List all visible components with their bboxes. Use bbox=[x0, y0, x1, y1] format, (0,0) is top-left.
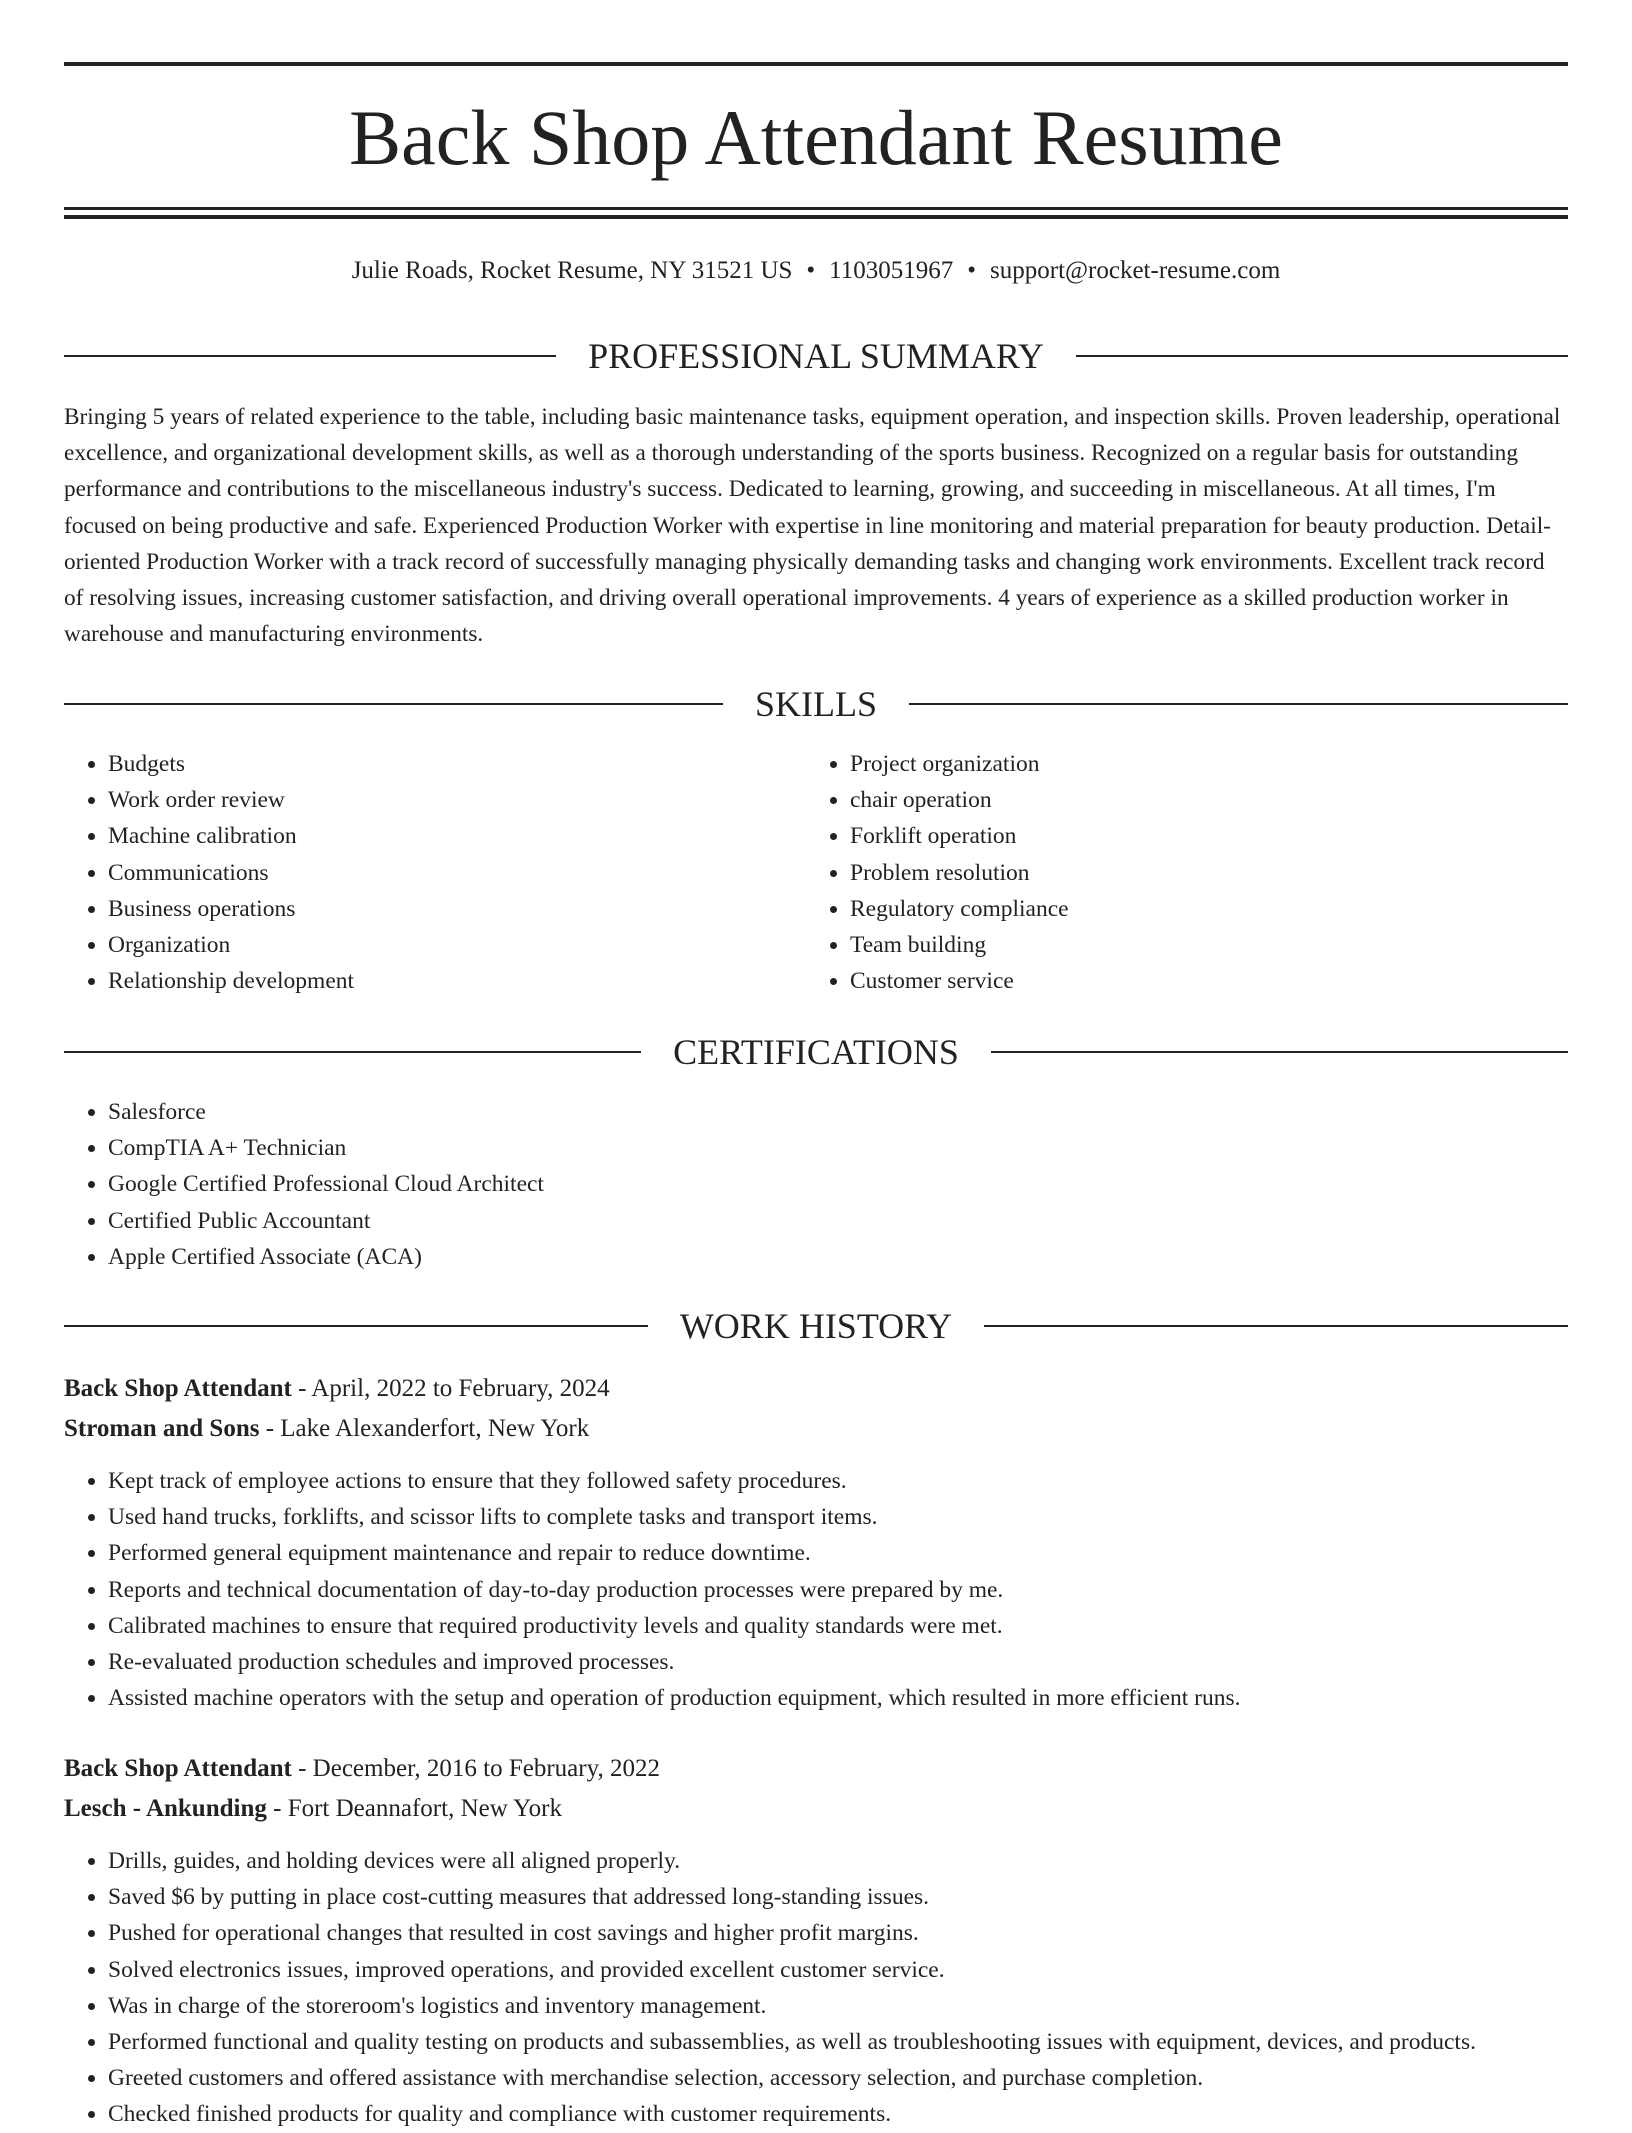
skills-column-right bbox=[806, 746, 1506, 999]
job-dates: - December, 2016 to February, 2022 bbox=[291, 1755, 660, 1782]
job-dates: - April, 2022 to February, 2024 bbox=[291, 1375, 610, 1402]
job-duty-item: • Performed general equipment maintenance and repair to reduce downtime. bbox=[108, 1535, 1568, 1571]
section-heading-work-history bbox=[64, 1304, 1568, 1348]
job-duty-item: • Checked finished products for quality and compliance with customer requirements. bbox=[108, 2096, 1568, 2132]
job-duty-item: • Was in charge of the storeroom's logistics and inventory management. bbox=[108, 1988, 1568, 2024]
contact-address: Julie Roads, Rocket Resume, NY 31521 US bbox=[351, 257, 793, 284]
certification-item: • Certified Public Accountant bbox=[108, 1203, 1568, 1239]
section-heading-summary bbox=[64, 334, 1568, 378]
top-rule bbox=[64, 62, 1568, 66]
skill-item: • Relationship development bbox=[108, 963, 764, 999]
certification-item: • Salesforce bbox=[108, 1094, 1568, 1130]
contact-line bbox=[64, 254, 1568, 288]
job-duty-item: • Drills, guides, and holding devices were all aligned properly. bbox=[108, 1843, 1568, 1879]
job-duty-item: • Greeted customers and offered assistance with merchandise selection, accessory selection, and purchase completion. bbox=[108, 2060, 1568, 2096]
title-rule-upper bbox=[64, 207, 1568, 210]
skills-column-left bbox=[64, 746, 764, 999]
skill-item: • Work order review bbox=[108, 782, 764, 818]
heading-rule bbox=[64, 355, 556, 357]
job-location: - Fort Deannafort, New York bbox=[266, 1795, 562, 1822]
contact-phone: 1103051967 bbox=[829, 257, 954, 284]
section-title: WORK HISTORY bbox=[679, 1306, 953, 1346]
skill-item: • Forklift operation bbox=[850, 818, 1506, 854]
job-company: Lesch - Ankunding bbox=[64, 1795, 267, 1822]
certifications-list bbox=[64, 1094, 1568, 1275]
job-role: Back Shop Attendant bbox=[64, 1755, 292, 1782]
skill-item: • Machine calibration bbox=[108, 818, 764, 854]
summary-paragraph: Bringing 5 years of related experience to the table, including basic maintenance tasks, equipment operation, and inspection skills. Proven leadership, operational excellence, and organizational development skills, as well as a thorough understanding of the sports business. Recognized on a regular basis for outstanding performance and contributions to the miscellaneous industry's success. Dedicated to learning, growing, and succeeding in miscellaneous. At all times, I'm focused on being productive and safe. Experienced Production Worker with expertise in line monitoring and material preparation for beauty production. Detail-oriented Production Worker with a track record of successfully managing physically demanding tasks and changing work environments. Excellent track record of resolving issues, increasing customer satisfaction, and driving overall operational improvements. 4 years of experience as a skilled production worker in warehouse and manufacturing environments. bbox=[64, 404, 1561, 648]
job-duties-list bbox=[64, 1463, 1568, 1716]
section-heading-certifications bbox=[64, 1030, 1568, 1074]
section-title: SKILLS bbox=[755, 684, 878, 724]
skill-item: • chair operation bbox=[850, 782, 1506, 818]
section-title: CERTIFICATIONS bbox=[673, 1032, 959, 1072]
skill-item: • Communications bbox=[108, 855, 764, 891]
job-duty-item: • Used hand trucks, forklifts, and scissor lifts to complete tasks and transport items. bbox=[108, 1499, 1568, 1535]
job-duty-item: • Assisted machine operators with the setup and operation of production equipment, which resulted in more efficient runs. bbox=[108, 1680, 1568, 1716]
certification-item: • CompTIA A+ Technician bbox=[108, 1130, 1568, 1166]
heading-rule bbox=[64, 1051, 641, 1053]
heading-rule bbox=[984, 1325, 1568, 1327]
certification-item: • Google Certified Professional Cloud Architect bbox=[108, 1166, 1568, 1202]
skill-item: • Budgets bbox=[108, 746, 764, 782]
skill-item: • Organization bbox=[108, 927, 764, 963]
job-company: Stroman and Sons bbox=[64, 1415, 260, 1442]
job-duty-item: • Calibrated machines to ensure that required productivity levels and quality standards were met. bbox=[108, 1608, 1568, 1644]
job-title-line bbox=[64, 1749, 1568, 1789]
job-company-line bbox=[64, 1409, 1568, 1449]
certification-item: • Apple Certified Associate (ACA) bbox=[108, 1239, 1568, 1275]
skill-item: • Project organization bbox=[850, 746, 1506, 782]
job-duty-item: • Saved $6 by putting in place cost-cutting measures that addressed long-standing issues. bbox=[108, 1879, 1568, 1915]
title-rule-lower bbox=[64, 215, 1568, 219]
job-entry bbox=[64, 1749, 1568, 2133]
skill-item: • Problem resolution bbox=[850, 855, 1506, 891]
job-duty-item: • Pushed for operational changes that resulted in cost savings and higher profit margins. bbox=[108, 1915, 1568, 1951]
job-role: Back Shop Attendant bbox=[64, 1375, 292, 1402]
skill-item: • Team building bbox=[850, 927, 1506, 963]
certifications-block bbox=[64, 1094, 1568, 1275]
heading-rule bbox=[64, 1325, 648, 1327]
job-duty-item: • Performed functional and quality testing on products and subassemblies, as well as troubleshooting issues with equipment, devices, and products. bbox=[108, 2024, 1568, 2060]
skill-item: • Regulatory compliance bbox=[850, 891, 1506, 927]
heading-rule bbox=[991, 1051, 1568, 1053]
contact-separator: • bbox=[806, 257, 816, 284]
contact-separator: • bbox=[967, 257, 977, 284]
job-entry bbox=[64, 1369, 1568, 1716]
job-title-line bbox=[64, 1369, 1568, 1409]
job-duties-list bbox=[64, 1843, 1568, 2133]
section-title: PROFESSIONAL SUMMARY bbox=[588, 336, 1044, 376]
contact-email: support@rocket-resume.com bbox=[990, 257, 1281, 284]
job-company-line bbox=[64, 1789, 1568, 1829]
heading-rule bbox=[909, 703, 1568, 705]
heading-rule bbox=[1076, 355, 1568, 357]
job-duty-item: • Kept track of employee actions to ensure that they followed safety procedures. bbox=[108, 1463, 1568, 1499]
skill-item: • Business operations bbox=[108, 891, 764, 927]
job-duty-item: • Reports and technical documentation of day-to-day production processes were prepared by me. bbox=[108, 1572, 1568, 1608]
heading-rule bbox=[64, 703, 723, 705]
section-heading-skills bbox=[64, 682, 1568, 726]
skills-list-right bbox=[806, 746, 1506, 999]
job-duty-item: • Re-evaluated production schedules and improved processes. bbox=[108, 1644, 1568, 1680]
skill-item: • Customer service bbox=[850, 963, 1506, 999]
job-duty-item: • Solved electronics issues, improved operations, and provided excellent customer service. bbox=[108, 1952, 1568, 1988]
page-title: Back Shop Attendant Resume bbox=[349, 94, 1283, 181]
skills-list-left bbox=[64, 746, 764, 999]
job-location: - Lake Alexanderfort, New York bbox=[259, 1415, 590, 1442]
